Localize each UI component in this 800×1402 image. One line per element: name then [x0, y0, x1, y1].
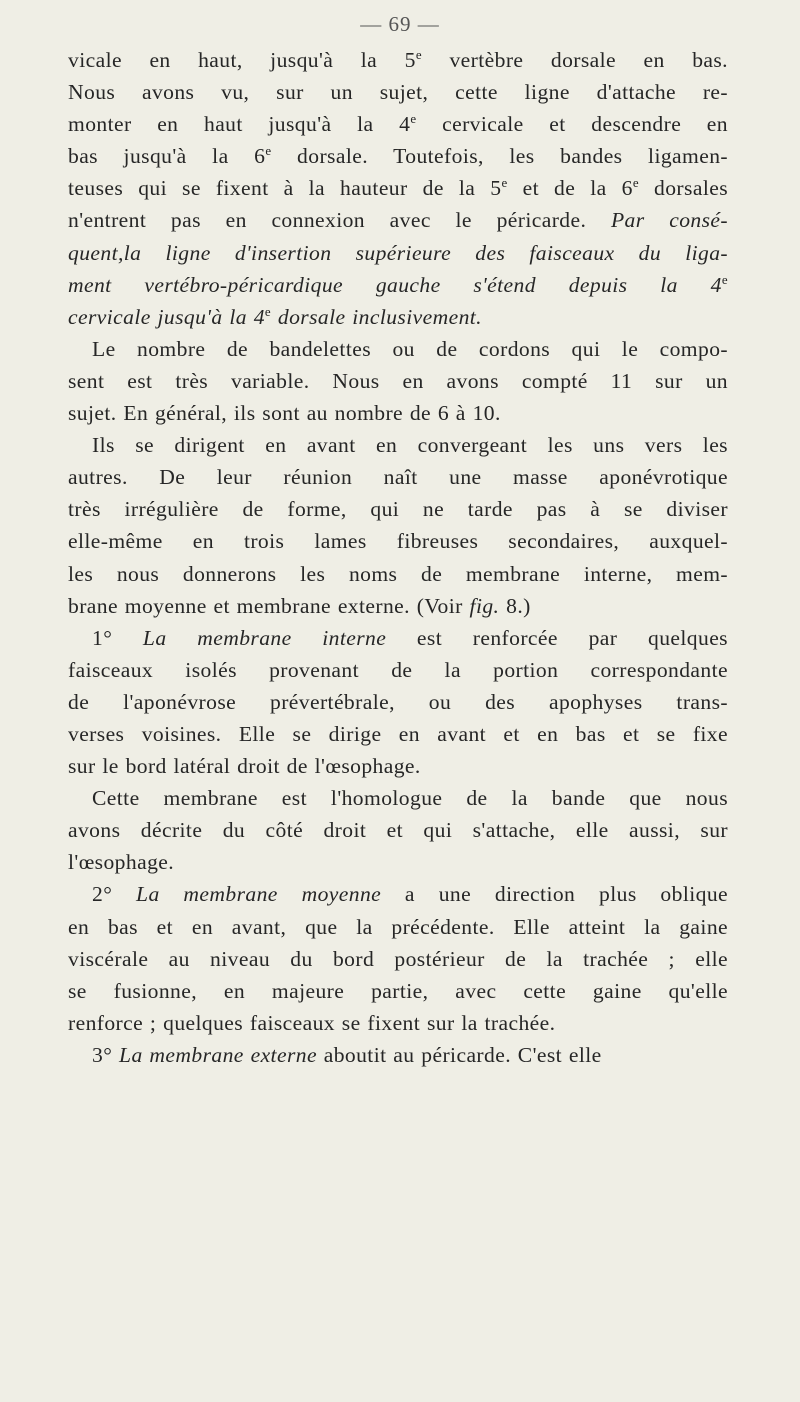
- text-line: bas jusqu'à la 6e dorsale. Toutefois, les bandes ligamen-: [68, 143, 728, 169]
- text-line: Cette membrane est l'homologue de la bande que nous: [92, 786, 728, 811]
- text-line: faisceaux isolés provenant de la portion correspondante: [68, 657, 728, 682]
- page-number: — 69 —: [360, 12, 440, 36]
- text-line: teuses qui se fixent à la hauteur de la 5e et de la 6e dorsales: [68, 175, 729, 201]
- text-line: Ils se dirigent en avant en convergeant les uns vers les: [92, 433, 728, 458]
- text-line: les nous donnerons les noms de membrane interne, mem-: [68, 561, 728, 586]
- text-line: quent,la ligne d'insertion supérieure des faisceaux du liga-: [68, 240, 728, 265]
- text-line: très irrégulière de forme, qui ne tarde pas à se diviser: [68, 497, 728, 522]
- text-line: sujet. En général, ils sont au nombre de 6 à 10.: [68, 401, 501, 426]
- body-text: [68, 44, 728, 1071]
- text-line: 2° La membrane moyenne a une direction plus oblique: [92, 882, 728, 907]
- text-line: l'œsophage.: [68, 850, 175, 875]
- text-line: elle-même en trois lames fibreuses secondaires, auxquel-: [68, 529, 728, 554]
- text-line: en bas et en avant, que la précédente. Elle atteint la gaine: [68, 914, 728, 939]
- text-line: sent est très variable. Nous en avons compté 11 sur un: [68, 368, 728, 393]
- text-line: cervicale jusqu'à la 4e dorsale inclusivement.: [68, 303, 482, 329]
- text-line: monter en haut jusqu'à la 4e cervicale et descendre en: [68, 111, 728, 137]
- text-line: avons décrite du côté droit et qui s'attache, elle aussi, sur: [68, 818, 728, 843]
- text-line: autres. De leur réunion naît une masse aponévrotique: [68, 465, 728, 490]
- text-line: de l'aponévrose prévertébrale, ou des apophyses trans-: [68, 689, 728, 714]
- text-line: brane moyenne et membrane externe. (Voir fig. 8.): [68, 593, 531, 618]
- text-line: viscérale au niveau du bord postérieur de la trachée ; elle: [68, 946, 728, 971]
- text-line: vicale en haut, jusqu'à la 5e vertèbre dorsale en bas.: [68, 46, 728, 72]
- text-line: n'entrent pas en connexion avec le péricarde. Par consé-: [68, 208, 728, 233]
- text-line: ment vertébro-péricardique gauche s'étend depuis la 4e: [68, 271, 728, 297]
- text-line: 1° La membrane interne est renforcée par quelques: [92, 625, 728, 650]
- text-line: Le nombre de bandelettes ou de cordons qui le compo-: [92, 336, 728, 361]
- text-line: sur le bord latéral droit de l'œsophage.: [68, 754, 421, 779]
- text-line: verses voisines. Elle se dirige en avant et en bas et se fixe: [68, 721, 728, 746]
- text-line: renforce ; quelques faisceaux se fixent sur la trachée.: [68, 1010, 556, 1035]
- text-line: 3° La membrane externe aboutit au péricarde. C'est elle: [92, 1042, 602, 1067]
- text-line: Nous avons vu, sur un sujet, cette ligne d'attache re-: [68, 80, 728, 105]
- text-line: se fusionne, en majeure partie, avec cette gaine qu'elle: [68, 978, 728, 1003]
